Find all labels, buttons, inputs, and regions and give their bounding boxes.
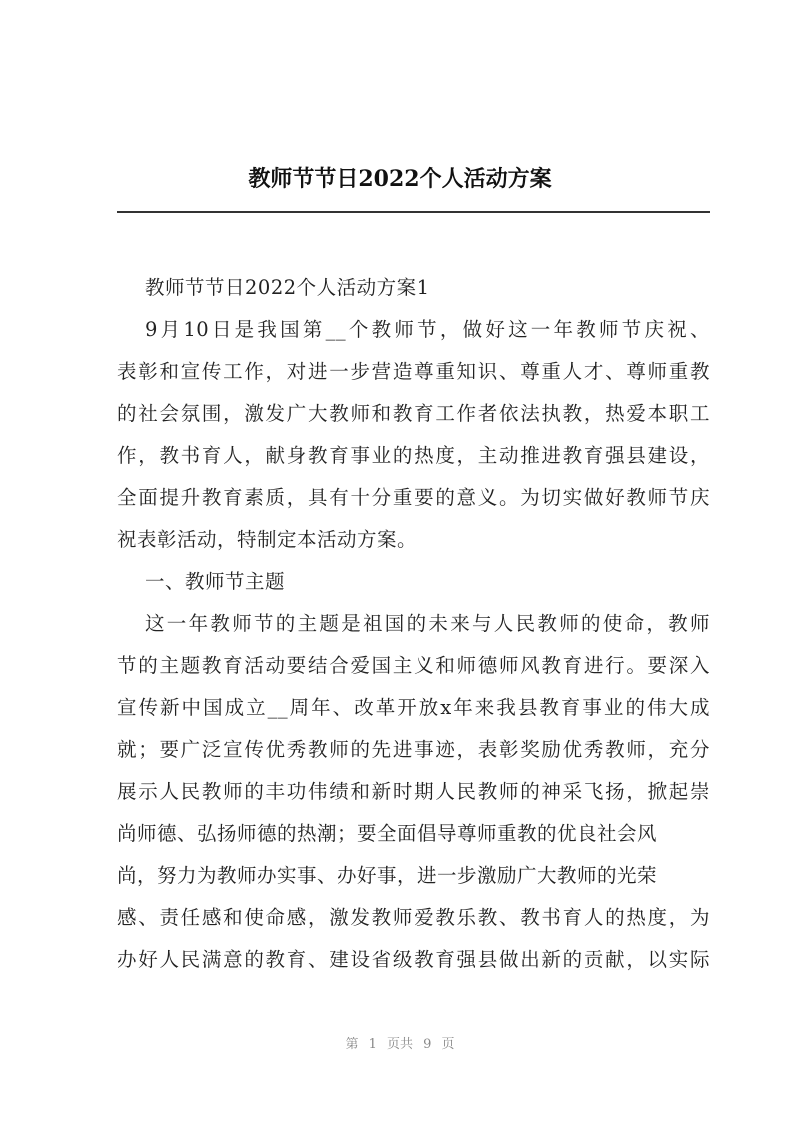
- paragraph-line: 展示人民教师的丰功伟绩和新时期人民教师的神采飞扬，掀起崇: [117, 780, 710, 803]
- paragraph-line: 节的主题教育活动要结合爱国主义和师德师风教育进行。要深入: [117, 654, 710, 677]
- paragraph-line: 感、责任感和使命感，激发教师爱教乐教、教书育人的热度，为: [117, 906, 710, 929]
- document-title: 教师节节日2022个人活动方案: [248, 166, 552, 192]
- page-footer: 第 1 页共 9 页: [345, 1037, 455, 1052]
- subheading: 一、教师节主题: [145, 570, 286, 593]
- paragraph-line: 宣传新中国成立__周年、改革开放x年来我县教育事业的伟大成: [117, 696, 710, 719]
- paragraph-line: 全面提升教育素质，具有十分重要的意义。为切实做好教师节庆: [117, 486, 710, 509]
- paragraph-line: 表彰和宣传工作，对进一步营造尊重知识、尊重人才、尊师重教: [117, 360, 710, 383]
- paragraph-line: 这一年教师节的主题是祖国的未来与人民教师的使命，教师: [145, 612, 710, 635]
- title-divider: [117, 211, 710, 213]
- paragraph-line: 就；要广泛宣传优秀教师的先进事迹，表彰奖励优秀教师，充分: [117, 738, 710, 761]
- paragraph-line: 9月10日是我国第__个教师节，做好这一年教师节庆祝、: [145, 318, 710, 341]
- paragraph-line: 办好人民满意的教育、建设省级教育强县做出新的贡献，以实际: [117, 948, 710, 971]
- section-heading: 教师节节日2022个人活动方案1: [145, 276, 430, 299]
- paragraph-line: 的社会氛围，激发广大教师和教育工作者依法执教，热爱本职工: [117, 402, 710, 425]
- paragraph-line: 祝表彰活动，特制定本活动方案。: [117, 528, 418, 551]
- paragraph-line: 尚，努力为教师办实事、办好事，进一步激励广大教师的光荣: [117, 864, 658, 887]
- paragraph-line: 作，教书育人，献身教育事业的热度，主动推进教育强县建设，: [117, 444, 710, 467]
- paragraph-line: 尚师德、弘扬师德的热潮；要全面倡导尊师重教的优良社会风: [117, 822, 658, 845]
